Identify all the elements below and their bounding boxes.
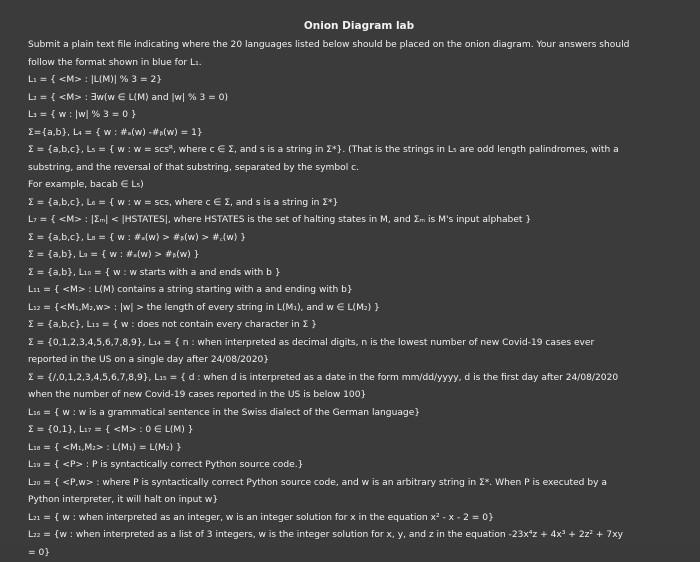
- language-L6: Σ = {a,b,c}, L₆ = { w : w = scs, where c ∈ Σ, and s is a string in Σ*}: [28, 195, 690, 213]
- language-L11: L₁₁ = { <M> : L(M) contains a string starting with a and ending with b}: [28, 282, 690, 300]
- text-line: Python interpreter, it will halt on input w}: [28, 492, 690, 510]
- language-L9: Σ = {a,b}, L₉ = { w : #ₐ(w) > #ᵦ(w) }: [28, 247, 690, 265]
- text-line: Submit a plain text file indicating where the 20 languages listed below should be placed on the onion diagram. Your answers should: [28, 37, 690, 55]
- language-L10: Σ = {a,b}, L₁₀ = { w : w starts with a and ends with b }: [28, 265, 690, 283]
- language-L20: L₂₀ = { <P,w> : where P is syntactically correct Python source code, and w is an arbitrary string in Σ*. When P is executed by a: [28, 475, 690, 493]
- language-L14: Σ = {0,1,2,3,4,5,6,7,8,9}, L₁₄ = { n : when interpreted as decimal digits, n is the lowest number of new Covid-19 cases ever: [28, 335, 690, 353]
- document-body: [28, 37, 690, 562]
- text-line: when the number of new Covid-19 cases reported in the US is below 100}: [28, 387, 690, 405]
- text-line: follow the format shown in blue for L₁.: [28, 55, 690, 73]
- language-L3: L₃ = { w : |w| % 3 = 0 }: [28, 107, 690, 125]
- language-L1: L₁ = { <M> : |L(M)| % 3 = 2}: [28, 72, 690, 90]
- language-L22: L₂₂ = {w : when interpreted as a list of 3 integers, w is the integer solution for x, y, and z in the equation -23x⁴z + 4x³ + 2z² + 7xy: [28, 527, 690, 545]
- language-L16: L₁₆ = { w : w is a grammatical sentence in the Swiss dialect of the German language}: [28, 405, 690, 423]
- language-L17: Σ = {0,1}, L₁₇ = { <M> : 0 ∈ L(M) }: [28, 422, 690, 440]
- language-L8: Σ = {a,b,c}, L₈ = { w : #ₐ(w) > #ᵦ(w) > #꜀(w) }: [28, 230, 690, 248]
- text-line: For example, bacab ∈ L₅): [28, 177, 690, 195]
- language-L21: L₂₁ = { w : when interpreted as an integer, w is an integer solution for x in the equation x² - x - 2 = 0}: [28, 510, 690, 528]
- language-L18: L₁₈ = { <M₁,M₂> : L(M₁) = L(M₂) }: [28, 440, 690, 458]
- text-line: substring, and the reversal of that substring, separated by the symbol c.: [28, 160, 690, 178]
- language-L7: L₇ = { <M> : |Σₘ| < |HSTATES|, where HSTATES is the set of halting states in M, and Σₘ is M's input alphabet }: [28, 212, 690, 230]
- language-L2: L₂ = { <M> : ∃w(w ∈ L(M) and |w| % 3 = 0): [28, 90, 690, 108]
- language-L13: Σ = {a,b,c}, L₁₃ = { w : does not contain every character in Σ }: [28, 317, 690, 335]
- language-L5: Σ = {a,b,c}, L₅ = { w : w = scsᴿ, where c ∈ Σ, and s is a string in Σ*}. (That is the strings in L₅ are odd length palindromes, with a: [28, 142, 690, 160]
- text-line: = 0}: [28, 545, 690, 562]
- language-L19: L₁₉ = { <P> : P is syntactically correct Python source code.}: [28, 457, 690, 475]
- language-L15: Σ = {/,0,1,2,3,4,5,6,7,8,9}, L₁₅ = { d : when d is interpreted as a date in the form mm/dd/yyyy, d is the first day after 24/08/2020: [28, 370, 690, 388]
- language-L12: L₁₂ = {<M₁,M₂,w> : |w| > the length of every string in L(M₁), and w ∈ L(M₂) }: [28, 300, 690, 318]
- text-line: reported in the US on a single day after 24/08/2020}: [28, 352, 690, 370]
- language-L4: Σ={a,b}, L₄ = { w : #ₐ(w) -#ᵦ(w) = 1}: [28, 125, 690, 143]
- document-title: Onion Diagram lab: [28, 19, 690, 33]
